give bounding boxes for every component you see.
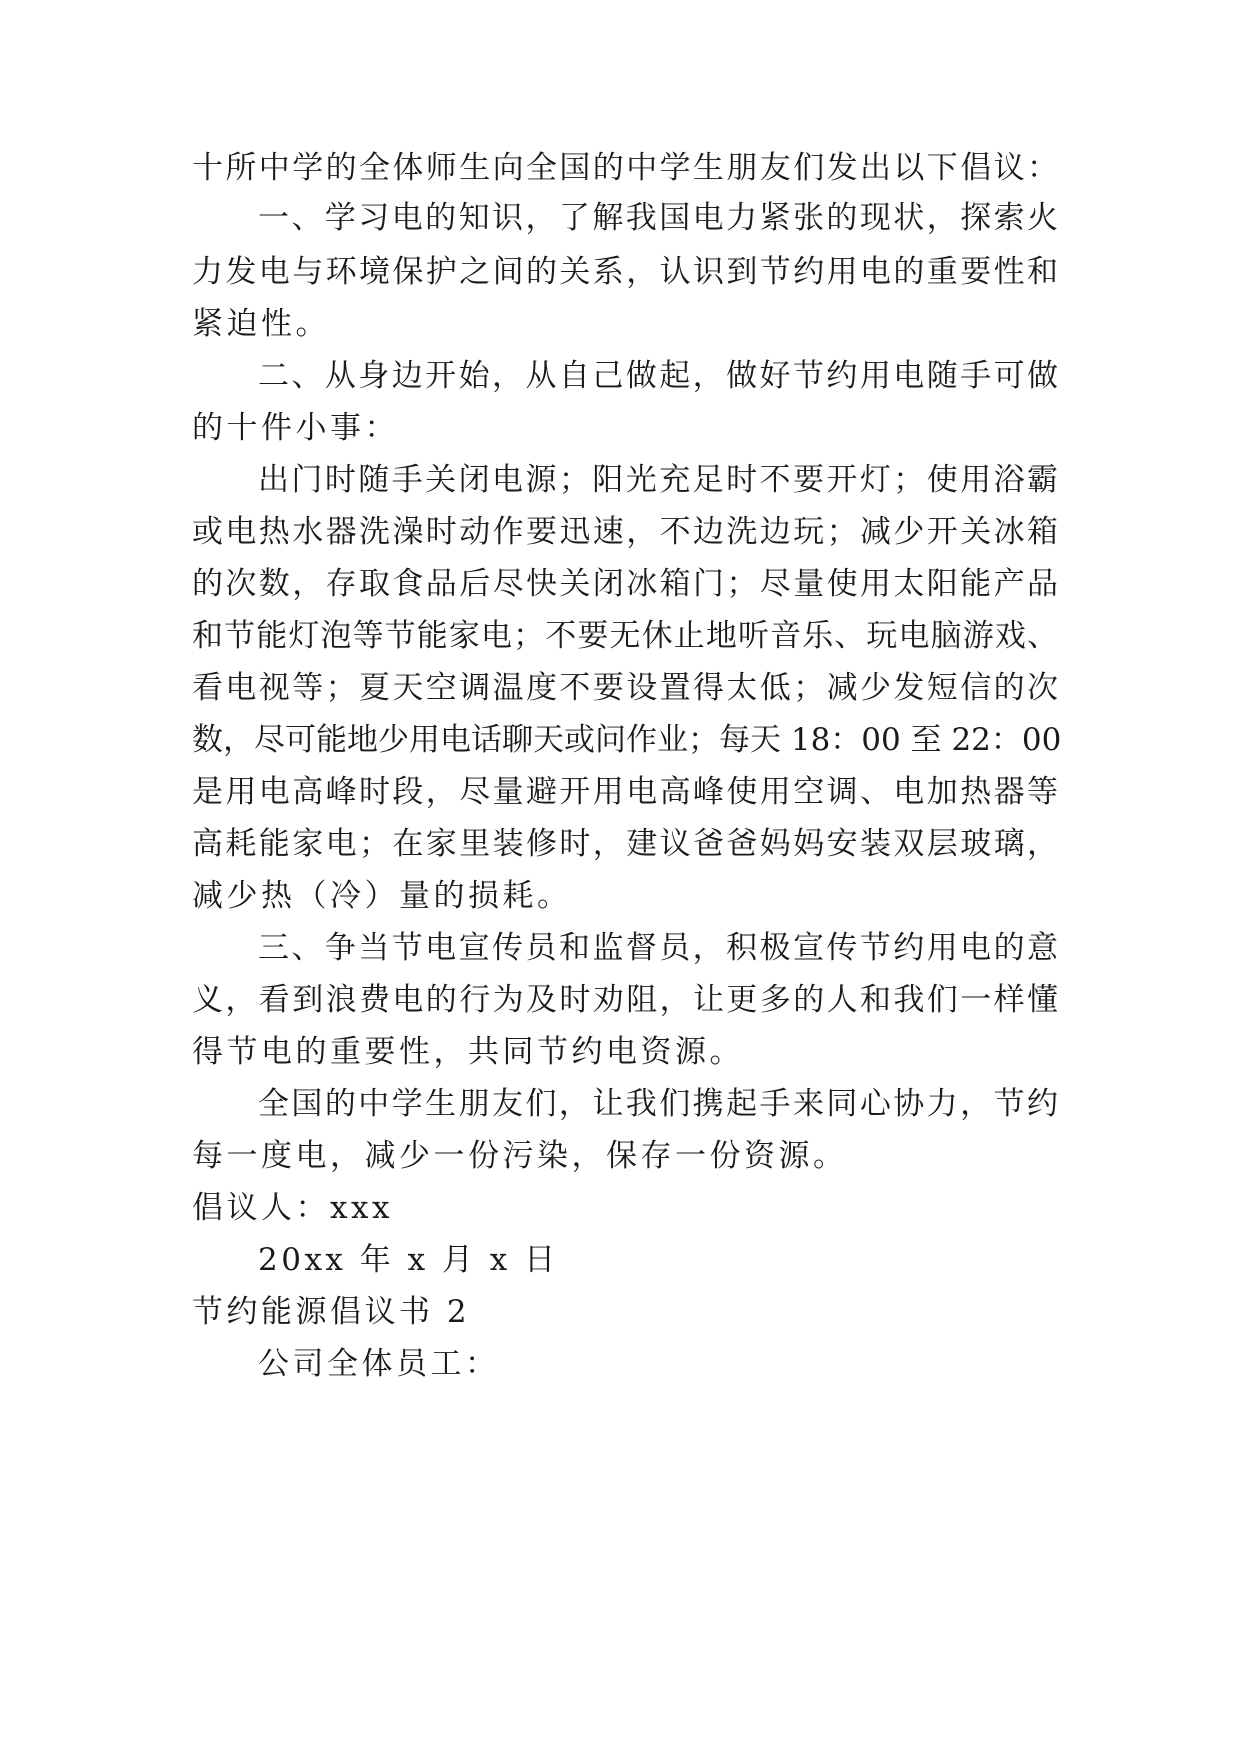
ten-things-line: 高耗能家电；在家里装修时，建议爸爸妈妈安装双层玻璃，: [192, 826, 1058, 862]
ten-things-line: 出门时随手关闭电源；阳光充足时不要开灯；使用浴霸: [258, 462, 1058, 498]
point-1-line: 力发电与环境保护之间的关系，认识到节约用电的重要性和: [192, 254, 1058, 290]
signer: 倡议人：xxx: [192, 1190, 393, 1226]
point-3-line: 义，看到浪费电的行为及时劝阻，让更多的人和我们一样懂: [192, 982, 1058, 1018]
closing-line: 每一度电，减少一份污染，保存一份资源。: [192, 1138, 848, 1174]
point-3-line: 得节电的重要性，共同节约电资源。: [192, 1034, 744, 1070]
point-1-line: 紧迫性。: [192, 306, 330, 342]
intro-line: 十所中学的全体师生向全国的中学生朋友们发出以下倡议：: [192, 150, 1058, 186]
point-1-line: 一、学习电的知识，了解我国电力紧张的现状，探索火: [258, 200, 1058, 236]
point-3-line: 三、争当节电宣传员和监督员，积极宣传节约用电的意: [258, 930, 1058, 966]
ten-things-line: 或电热水器洗澡时动作要迅速，不边洗边玩；减少开关冰箱: [192, 514, 1058, 550]
ten-things-line: 数，尽可能地少用电话聊天或问作业；每天 18：00 至 22：00: [192, 722, 1062, 758]
ten-things-line: 的次数，存取食品后尽快关闭冰箱门；尽量使用太阳能产品: [192, 566, 1058, 602]
ten-things-line: 看电视等；夏天空调温度不要设置得太低；减少发短信的次: [192, 670, 1058, 706]
next-salutation: 公司全体员工：: [258, 1346, 500, 1382]
closing-line: 全国的中学生朋友们，让我们携起手来同心协力，节约: [258, 1086, 1058, 1122]
next-document-title: 节约能源倡议书 2: [192, 1294, 471, 1330]
date: 20xx 年 x 月 x 日: [258, 1242, 559, 1278]
point-2-line: 的十件小事：: [192, 410, 399, 446]
ten-things-line: 减少热（冷）量的损耗。: [192, 878, 572, 914]
ten-things-line: 和节能灯泡等节能家电；不要无休止地听音乐、玩电脑游戏、: [192, 618, 1058, 654]
point-2-line: 二、从身边开始，从自己做起，做好节约用电随手可做: [258, 358, 1058, 394]
ten-things-line: 是用电高峰时段，尽量避开用电高峰使用空调、电加热器等: [192, 774, 1058, 810]
